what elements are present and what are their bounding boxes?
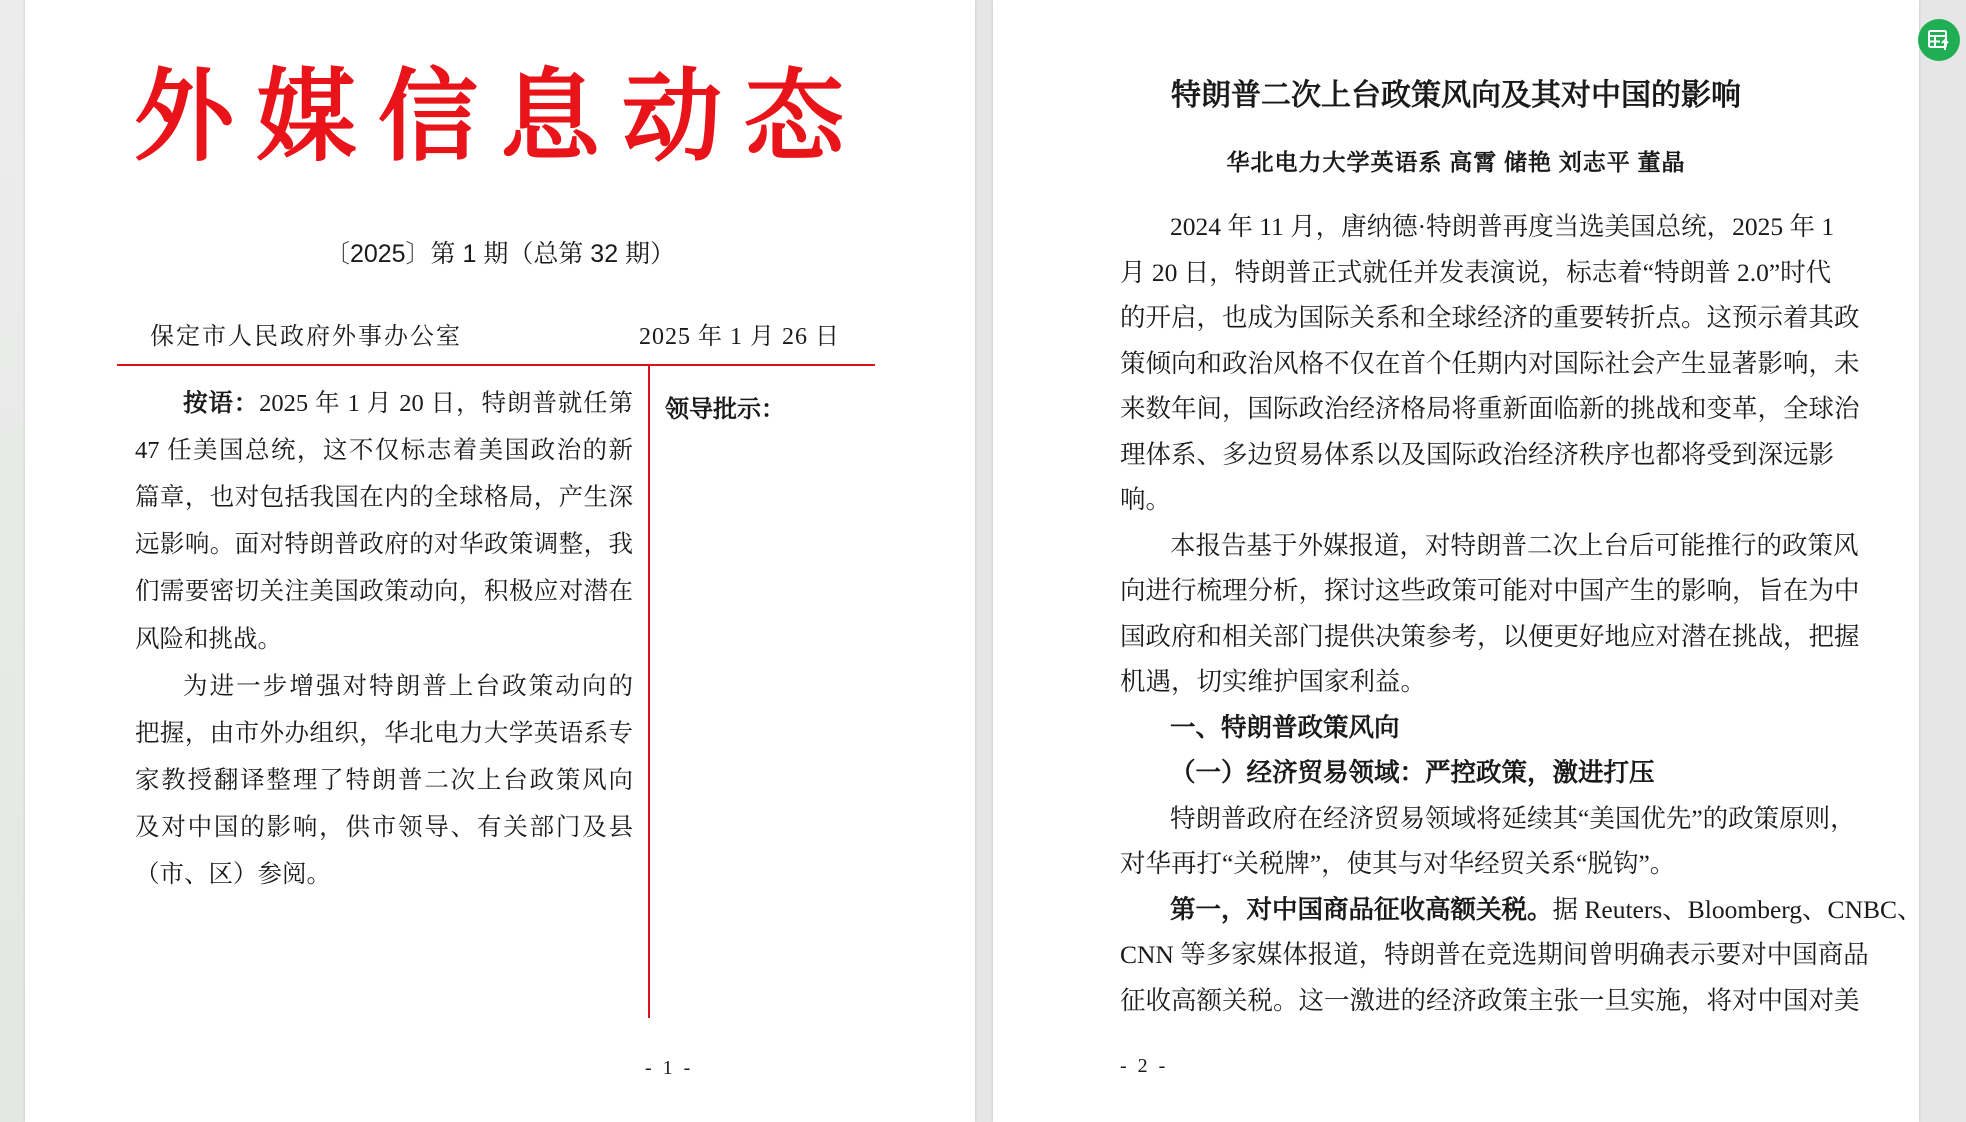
line-text: 篇章，也对包括我国在内的全球格局，产生深 xyxy=(135,484,633,512)
article-title: 特朗普二次上台政策风向及其对中国的影响 xyxy=(1171,79,1741,112)
leader-approval-label: 领导批示： xyxy=(665,396,785,423)
red-divider-horizontal xyxy=(117,364,875,366)
paragraph-line xyxy=(135,765,633,797)
paragraph-line xyxy=(135,482,633,514)
paragraph-line xyxy=(1120,893,1923,927)
line-text: 风险和挑战。 xyxy=(135,625,282,653)
paragraph-line xyxy=(1120,483,1812,517)
line-text: 把握，由市外办组织，华北电力大学英语系专 xyxy=(135,719,633,747)
page-number: - 1 - xyxy=(645,1057,694,1079)
lead-bold-text: 按语： xyxy=(183,390,260,417)
paragraph-line xyxy=(1120,984,1860,1018)
paragraph-line xyxy=(135,529,633,561)
line-text: 家教授翻译整理了特朗普二次上台政策风向 xyxy=(135,766,633,794)
lead-bold-text: 第一，对中国商品征收高额关税。 xyxy=(1170,895,1553,924)
table-export-icon xyxy=(1927,28,1951,52)
line-text: （一）经济贸易领域：严控政策，激进打压 xyxy=(1170,759,1655,787)
red-divider-vertical xyxy=(648,365,650,1018)
section-heading xyxy=(1120,711,1812,745)
issue-number: 〔2025〕第 1 期（总第 32 期） xyxy=(324,240,676,268)
document-page-1 xyxy=(25,0,975,1122)
document-page-2 xyxy=(993,0,1923,1122)
issuing-office: 保定市人民政府外事办公室 xyxy=(150,324,462,350)
line-text: 为进一步增强对特朗普上台政策动向的 xyxy=(183,672,633,700)
line-text: 2024 年 11 月，唐纳德·特朗普再度当选美国总统，2025 年 1 xyxy=(1170,212,1835,241)
paragraph-line xyxy=(1120,529,1859,563)
paragraph-line xyxy=(135,812,633,844)
paragraph-line xyxy=(1120,210,1835,244)
paragraph-line xyxy=(1120,938,1869,972)
paragraph-line xyxy=(1120,301,1860,335)
line-text: 一、特朗普政策风向 xyxy=(1170,713,1400,742)
paragraph-line xyxy=(1120,256,1832,290)
line-text: 的开启，也成为国际关系和全球经济的重要转折点。这预示着其政 xyxy=(1120,303,1860,332)
line-text: 及对中国的影响，供市领导、有关部门及县 xyxy=(135,813,633,841)
paragraph-line xyxy=(1120,438,1835,472)
paragraph-line xyxy=(1120,620,1860,654)
line-text: 征收高额关税。这一激进的经济政策主张一旦实施，将对中国对美 xyxy=(1120,985,1860,1015)
line-text: 据 Reuters、Bloomberg、CNBC、 xyxy=(1552,894,1923,924)
paragraph-line xyxy=(1120,665,1812,699)
line-text: 们需要密切关注美国政策动向，积极应对潜在 xyxy=(135,578,633,606)
line-text: 特朗普政府在经济贸易领域将延续其“美国优先”的政策原则， xyxy=(1170,803,1856,833)
paragraph-line xyxy=(135,624,633,656)
section-heading xyxy=(1120,756,1812,790)
line-text: 向进行梳理分析，探讨这些政策可能对中国产生的影响，旨在为中 xyxy=(1120,576,1860,605)
viewer-background xyxy=(0,0,25,1122)
paragraph-line xyxy=(1120,347,1860,381)
line-text: （市、区）参阅。 xyxy=(135,861,331,888)
line-text: 响。 xyxy=(1120,485,1172,514)
paragraph-line xyxy=(1120,802,1856,836)
line-text: CNN 等多家媒体报道，特朗普在竞选期间曾明确表示要对中国商品 xyxy=(1120,940,1869,969)
paragraph-line xyxy=(135,671,633,703)
line-text: 远影响。面对特朗普政府的对华政策调整，我 xyxy=(135,531,633,559)
paragraph-line xyxy=(135,718,633,750)
page-number: - 2 - xyxy=(1120,1055,1169,1077)
paragraph-line xyxy=(135,576,633,608)
paragraph-line xyxy=(1120,574,1860,608)
article-authors: 华北电力大学英语系 高霄 储艳 刘志平 董晶 xyxy=(1226,150,1686,175)
issue-date: 2025 年 1 月 26 日 xyxy=(639,324,840,350)
paragraph-line xyxy=(135,435,633,467)
line-text: 策倾向和政治风格不仅在首个任期内对国际社会产生显著影响，未 xyxy=(1120,348,1860,378)
paragraph-line xyxy=(135,859,633,891)
paragraph-line xyxy=(1120,392,1860,426)
line-text: 月 20 日，特朗普正式就任并发表演说，标志着“特朗普 2.0”时代 xyxy=(1120,257,1832,287)
masthead-title: 外媒信息动态 xyxy=(134,62,866,173)
line-text: 理体系、多边贸易体系以及国际政治经济秩序也都将受到深远影 xyxy=(1120,439,1835,469)
line-text: 来数年间，国际政治经济格局将重新面临新的挑战和变革，全球治 xyxy=(1120,394,1860,423)
paragraph-line xyxy=(135,388,633,420)
line-text: 47 任美国总统，这不仅标志着美国政治的新 xyxy=(135,437,633,465)
line-text: 本报告基于外媒报道，对特朗普二次上台后可能推行的政策风 xyxy=(1170,530,1859,560)
line-text: 2025 年 1 月 20 日，特朗普就任第 xyxy=(259,390,634,417)
paragraph-line xyxy=(1120,847,1812,881)
line-text: 国政府和相关部门提供决策参考，以便更好地应对潜在挑战，把握 xyxy=(1120,621,1860,651)
line-text: 机遇，切实维护国家利益。 xyxy=(1120,667,1427,696)
table-export-button[interactable] xyxy=(1918,19,1960,61)
line-text: 对华再打“关税牌”，使其与对华经贸关系“脱钩”。 xyxy=(1120,849,1676,878)
